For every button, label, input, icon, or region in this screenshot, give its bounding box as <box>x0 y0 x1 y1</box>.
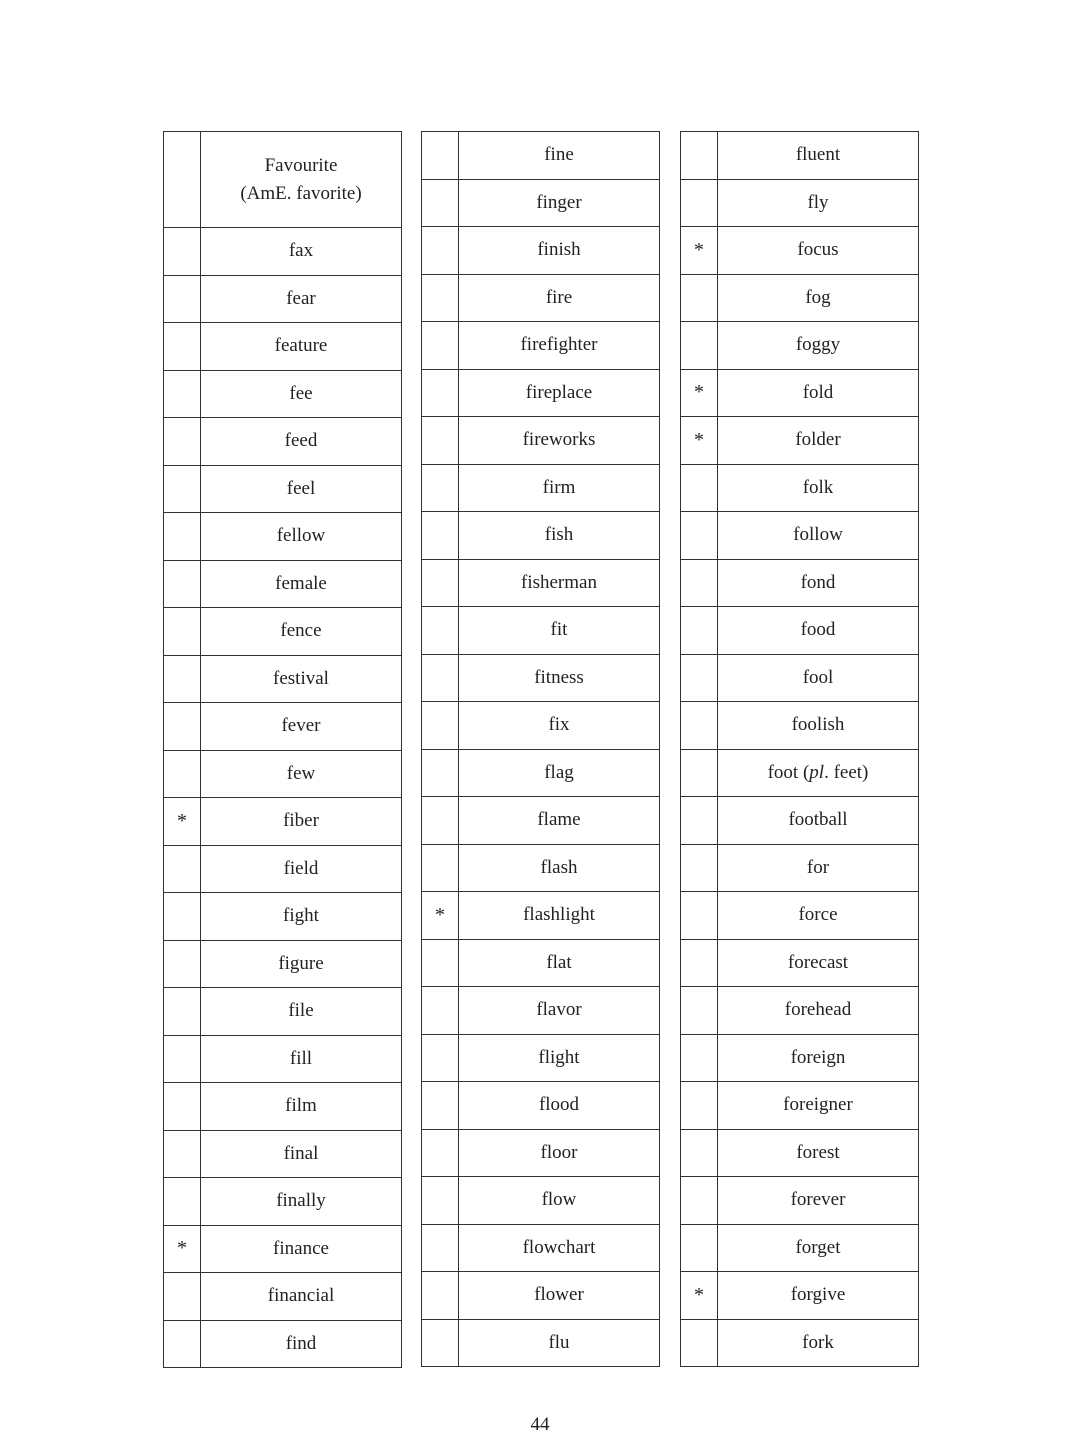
vocabulary-row <box>681 892 919 940</box>
vocabulary-row <box>681 987 919 1035</box>
vocabulary-word-cell: fold <box>718 369 919 417</box>
asterisk-mark-cell <box>681 1034 718 1082</box>
asterisk-mark-cell <box>422 1082 459 1130</box>
vocabulary-row <box>681 1034 919 1082</box>
vocabulary-word-cell: figure <box>201 940 402 988</box>
asterisk-mark-cell: * <box>681 227 718 275</box>
asterisk-mark-cell <box>164 228 201 276</box>
asterisk-mark-cell: * <box>164 1225 201 1273</box>
vocabulary-word-cell: fill <box>201 1035 402 1083</box>
asterisk-mark-cell <box>681 892 718 940</box>
asterisk-mark-cell <box>164 655 201 703</box>
vocabulary-row <box>422 464 660 512</box>
vocabulary-row <box>164 1178 402 1226</box>
vocabulary-word-cell: foreign <box>718 1034 919 1082</box>
vocabulary-word-cell: flower <box>459 1272 660 1320</box>
vocabulary-word-cell: fireworks <box>459 417 660 465</box>
asterisk-mark-cell <box>681 322 718 370</box>
vocabulary-row <box>164 988 402 1036</box>
asterisk-mark-cell <box>422 559 459 607</box>
vocabulary-row <box>681 654 919 702</box>
vocabulary-word-cell: file <box>201 988 402 1036</box>
asterisk-mark-cell <box>164 845 201 893</box>
asterisk-mark-cell <box>422 179 459 227</box>
vocabulary-word-cell: follow <box>718 512 919 560</box>
asterisk-mark-cell <box>422 844 459 892</box>
vocabulary-word-cell: fee <box>201 370 402 418</box>
vocabulary-row <box>681 179 919 227</box>
vocabulary-word-cell: fever <box>201 703 402 751</box>
vocabulary-word-cell: for <box>718 844 919 892</box>
vocabulary-word-cell: fog <box>718 274 919 322</box>
vocabulary-word-cell: flu <box>459 1319 660 1367</box>
vocabulary-row <box>681 132 919 180</box>
vocabulary-word-cell: financial <box>201 1273 402 1321</box>
vocabulary-word-cell: flashlight <box>459 892 660 940</box>
vocabulary-word-cell: finger <box>459 179 660 227</box>
asterisk-mark-cell <box>422 1129 459 1177</box>
vocabulary-word-cell: feature <box>201 323 402 371</box>
vocabulary-row <box>422 844 660 892</box>
asterisk-mark-cell <box>164 1320 201 1368</box>
asterisk-mark-cell <box>164 465 201 513</box>
asterisk-mark-cell <box>164 560 201 608</box>
vocabulary-row <box>422 702 660 750</box>
vocabulary-row <box>681 607 919 655</box>
vocabulary-row <box>422 607 660 655</box>
asterisk-mark-cell <box>681 132 718 180</box>
asterisk-mark-cell <box>681 274 718 322</box>
asterisk-mark-cell <box>164 1035 201 1083</box>
vocabulary-word-cell: festival <box>201 655 402 703</box>
vocabulary-word-cell: forget <box>718 1224 919 1272</box>
vocabulary-word-cell: fix <box>459 702 660 750</box>
vocabulary-word-cell: food <box>718 607 919 655</box>
vocabulary-word-cell: flow <box>459 1177 660 1225</box>
vocabulary-row <box>681 369 919 417</box>
vocabulary-word-cell: flash <box>459 844 660 892</box>
vocabulary-word-cell: flowchart <box>459 1224 660 1272</box>
vocabulary-row <box>422 179 660 227</box>
vocabulary-row <box>422 512 660 560</box>
vocabulary-row <box>164 1320 402 1368</box>
vocabulary-word-cell: firefighter <box>459 322 660 370</box>
vocabulary-row <box>422 1272 660 1320</box>
asterisk-mark-cell <box>681 654 718 702</box>
vocabulary-word-cell: finally <box>201 1178 402 1226</box>
vocabulary-word-cell: fireplace <box>459 369 660 417</box>
vocabulary-row <box>681 797 919 845</box>
asterisk-mark-cell <box>681 797 718 845</box>
asterisk-mark-cell: * <box>681 1272 718 1320</box>
vocabulary-word-cell: forehead <box>718 987 919 1035</box>
asterisk-mark-cell <box>422 132 459 180</box>
vocabulary-table-column-2 <box>421 131 660 1367</box>
asterisk-mark-cell <box>164 988 201 1036</box>
vocabulary-row <box>164 465 402 513</box>
vocabulary-row <box>164 1225 402 1273</box>
vocabulary-row <box>164 1130 402 1178</box>
vocabulary-row <box>422 1034 660 1082</box>
asterisk-mark-cell <box>164 1130 201 1178</box>
vocabulary-row <box>164 132 402 228</box>
vocabulary-row <box>164 798 402 846</box>
vocabulary-row <box>422 417 660 465</box>
vocabulary-word-cell: focus <box>718 227 919 275</box>
vocabulary-word-cell: foolish <box>718 702 919 750</box>
asterisk-mark-cell <box>422 417 459 465</box>
vocabulary-word-cell: fish <box>459 512 660 560</box>
asterisk-mark-cell <box>422 1272 459 1320</box>
vocabulary-row <box>164 228 402 276</box>
asterisk-mark-cell <box>422 702 459 750</box>
vocabulary-word-cell: field <box>201 845 402 893</box>
asterisk-mark-cell <box>681 1319 718 1367</box>
vocabulary-row <box>164 1083 402 1131</box>
vocabulary-row <box>164 513 402 561</box>
vocabulary-table-column-3 <box>680 131 919 1367</box>
vocabulary-row <box>164 275 402 323</box>
asterisk-mark-cell <box>164 370 201 418</box>
vocabulary-row <box>681 702 919 750</box>
asterisk-mark-cell <box>681 844 718 892</box>
vocabulary-row <box>164 655 402 703</box>
vocabulary-word-cell: Favourite (AmE. favorite) <box>201 132 402 228</box>
vocabulary-word-cell: final <box>201 1130 402 1178</box>
vocabulary-word-cell: fisherman <box>459 559 660 607</box>
vocabulary-row <box>422 1224 660 1272</box>
vocabulary-row <box>422 1177 660 1225</box>
asterisk-mark-cell <box>164 323 201 371</box>
vocabulary-row <box>164 750 402 798</box>
vocabulary-word-cell: flight <box>459 1034 660 1082</box>
asterisk-mark-cell <box>681 1082 718 1130</box>
asterisk-mark-cell <box>422 939 459 987</box>
asterisk-mark-cell <box>164 513 201 561</box>
vocabulary-row <box>164 418 402 466</box>
vocabulary-row <box>422 227 660 275</box>
asterisk-mark-cell <box>164 940 201 988</box>
asterisk-mark-cell <box>164 275 201 323</box>
vocabulary-row <box>422 274 660 322</box>
vocabulary-row <box>681 1319 919 1367</box>
asterisk-mark-cell <box>422 607 459 655</box>
vocabulary-row <box>681 749 919 797</box>
vocabulary-word-cell: find <box>201 1320 402 1368</box>
asterisk-mark-cell <box>164 132 201 228</box>
vocabulary-word-cell: female <box>201 560 402 608</box>
vocabulary-row <box>422 1129 660 1177</box>
vocabulary-row <box>681 1082 919 1130</box>
vocabulary-row <box>422 132 660 180</box>
vocabulary-row <box>681 227 919 275</box>
vocabulary-table-column-1 <box>163 131 402 1368</box>
vocabulary-word-cell: forest <box>718 1129 919 1177</box>
vocabulary-row <box>164 560 402 608</box>
page-number: 44 <box>530 1414 550 1435</box>
asterisk-mark-cell <box>422 1177 459 1225</box>
asterisk-mark-cell <box>422 797 459 845</box>
asterisk-mark-cell <box>422 1319 459 1367</box>
vocabulary-word-cell: fit <box>459 607 660 655</box>
vocabulary-row <box>164 893 402 941</box>
asterisk-mark-cell <box>681 512 718 560</box>
vocabulary-word-cell: foreigner <box>718 1082 919 1130</box>
asterisk-mark-cell <box>422 464 459 512</box>
asterisk-mark-cell <box>681 1129 718 1177</box>
asterisk-mark-cell <box>681 987 718 1035</box>
vocabulary-row <box>422 797 660 845</box>
asterisk-mark-cell <box>681 702 718 750</box>
vocabulary-word-cell: forever <box>718 1177 919 1225</box>
vocabulary-word-cell: fool <box>718 654 919 702</box>
vocabulary-row <box>681 939 919 987</box>
vocabulary-row <box>681 512 919 560</box>
vocabulary-word-cell: forgive <box>718 1272 919 1320</box>
vocabulary-word-cell: folk <box>718 464 919 512</box>
asterisk-mark-cell <box>422 749 459 797</box>
vocabulary-word-cell: flame <box>459 797 660 845</box>
asterisk-mark-cell <box>164 1273 201 1321</box>
vocabulary-word-cell: foot (pl. feet) <box>718 749 919 797</box>
asterisk-mark-cell <box>164 1178 201 1226</box>
asterisk-mark-cell <box>164 703 201 751</box>
vocabulary-row <box>164 1035 402 1083</box>
vocabulary-row <box>422 749 660 797</box>
vocabulary-word-cell: fly <box>718 179 919 227</box>
vocabulary-word-cell: few <box>201 750 402 798</box>
vocabulary-word-cell: feel <box>201 465 402 513</box>
vocabulary-word-cell: finish <box>459 227 660 275</box>
vocabulary-word-cell: folder <box>718 417 919 465</box>
asterisk-mark-cell <box>422 654 459 702</box>
vocabulary-row <box>681 1224 919 1272</box>
vocabulary-row <box>164 1273 402 1321</box>
asterisk-mark-cell <box>422 369 459 417</box>
vocabulary-word-cell: flat <box>459 939 660 987</box>
asterisk-mark-cell <box>681 464 718 512</box>
vocabulary-row <box>681 417 919 465</box>
vocabulary-word-cell: foggy <box>718 322 919 370</box>
asterisk-mark-cell <box>422 274 459 322</box>
vocabulary-row <box>422 559 660 607</box>
asterisk-mark-cell <box>164 1083 201 1131</box>
asterisk-mark-cell <box>681 749 718 797</box>
asterisk-mark-cell <box>681 607 718 655</box>
asterisk-mark-cell <box>422 1034 459 1082</box>
vocabulary-word-cell: fight <box>201 893 402 941</box>
asterisk-mark-cell: * <box>164 798 201 846</box>
vocabulary-row <box>164 608 402 656</box>
vocabulary-row <box>681 1272 919 1320</box>
asterisk-mark-cell <box>422 227 459 275</box>
vocabulary-row <box>681 274 919 322</box>
vocabulary-row <box>681 844 919 892</box>
asterisk-mark-cell <box>681 559 718 607</box>
vocabulary-word-cell: finance <box>201 1225 402 1273</box>
vocabulary-word-cell: fitness <box>459 654 660 702</box>
vocabulary-word-cell: flavor <box>459 987 660 1035</box>
asterisk-mark-cell <box>422 512 459 560</box>
asterisk-mark-cell <box>164 418 201 466</box>
vocabulary-row <box>422 322 660 370</box>
vocabulary-word-cell: film <box>201 1083 402 1131</box>
asterisk-mark-cell: * <box>681 369 718 417</box>
vocabulary-word-cell: fond <box>718 559 919 607</box>
vocabulary-word-cell: fear <box>201 275 402 323</box>
vocabulary-row <box>681 1129 919 1177</box>
asterisk-mark-cell: * <box>681 417 718 465</box>
vocabulary-word-cell: fork <box>718 1319 919 1367</box>
vocabulary-row <box>422 939 660 987</box>
vocabulary-word-cell: feed <box>201 418 402 466</box>
vocabulary-row <box>422 1082 660 1130</box>
asterisk-mark-cell <box>681 939 718 987</box>
vocabulary-word-cell: football <box>718 797 919 845</box>
vocabulary-word-cell: fellow <box>201 513 402 561</box>
vocabulary-row <box>422 654 660 702</box>
vocabulary-word-cell: fine <box>459 132 660 180</box>
vocabulary-row <box>681 322 919 370</box>
vocabulary-row <box>681 1177 919 1225</box>
vocabulary-row <box>422 369 660 417</box>
vocabulary-row <box>164 703 402 751</box>
asterisk-mark-cell: * <box>422 892 459 940</box>
asterisk-mark-cell <box>422 987 459 1035</box>
vocabulary-word-cell: fire <box>459 274 660 322</box>
vocabulary-word-cell: fax <box>201 228 402 276</box>
asterisk-mark-cell <box>681 1177 718 1225</box>
asterisk-mark-cell <box>164 893 201 941</box>
vocabulary-word-cell: fiber <box>201 798 402 846</box>
vocabulary-row <box>681 464 919 512</box>
vocabulary-word-cell: firm <box>459 464 660 512</box>
asterisk-mark-cell <box>164 750 201 798</box>
vocabulary-row <box>422 1319 660 1367</box>
vocabulary-word-cell: forecast <box>718 939 919 987</box>
vocabulary-word-cell: flood <box>459 1082 660 1130</box>
vocabulary-word-cell: fence <box>201 608 402 656</box>
vocabulary-row <box>164 370 402 418</box>
asterisk-mark-cell <box>681 1224 718 1272</box>
vocabulary-word-cell: fluent <box>718 132 919 180</box>
vocabulary-row <box>164 940 402 988</box>
vocabulary-row <box>681 559 919 607</box>
vocabulary-word-cell: flag <box>459 749 660 797</box>
asterisk-mark-cell <box>681 179 718 227</box>
vocabulary-row <box>422 987 660 1035</box>
vocabulary-row <box>164 323 402 371</box>
vocabulary-row <box>422 892 660 940</box>
vocabulary-word-cell: force <box>718 892 919 940</box>
vocabulary-row <box>164 845 402 893</box>
asterisk-mark-cell <box>422 322 459 370</box>
asterisk-mark-cell <box>422 1224 459 1272</box>
asterisk-mark-cell <box>164 608 201 656</box>
vocabulary-word-cell: floor <box>459 1129 660 1177</box>
